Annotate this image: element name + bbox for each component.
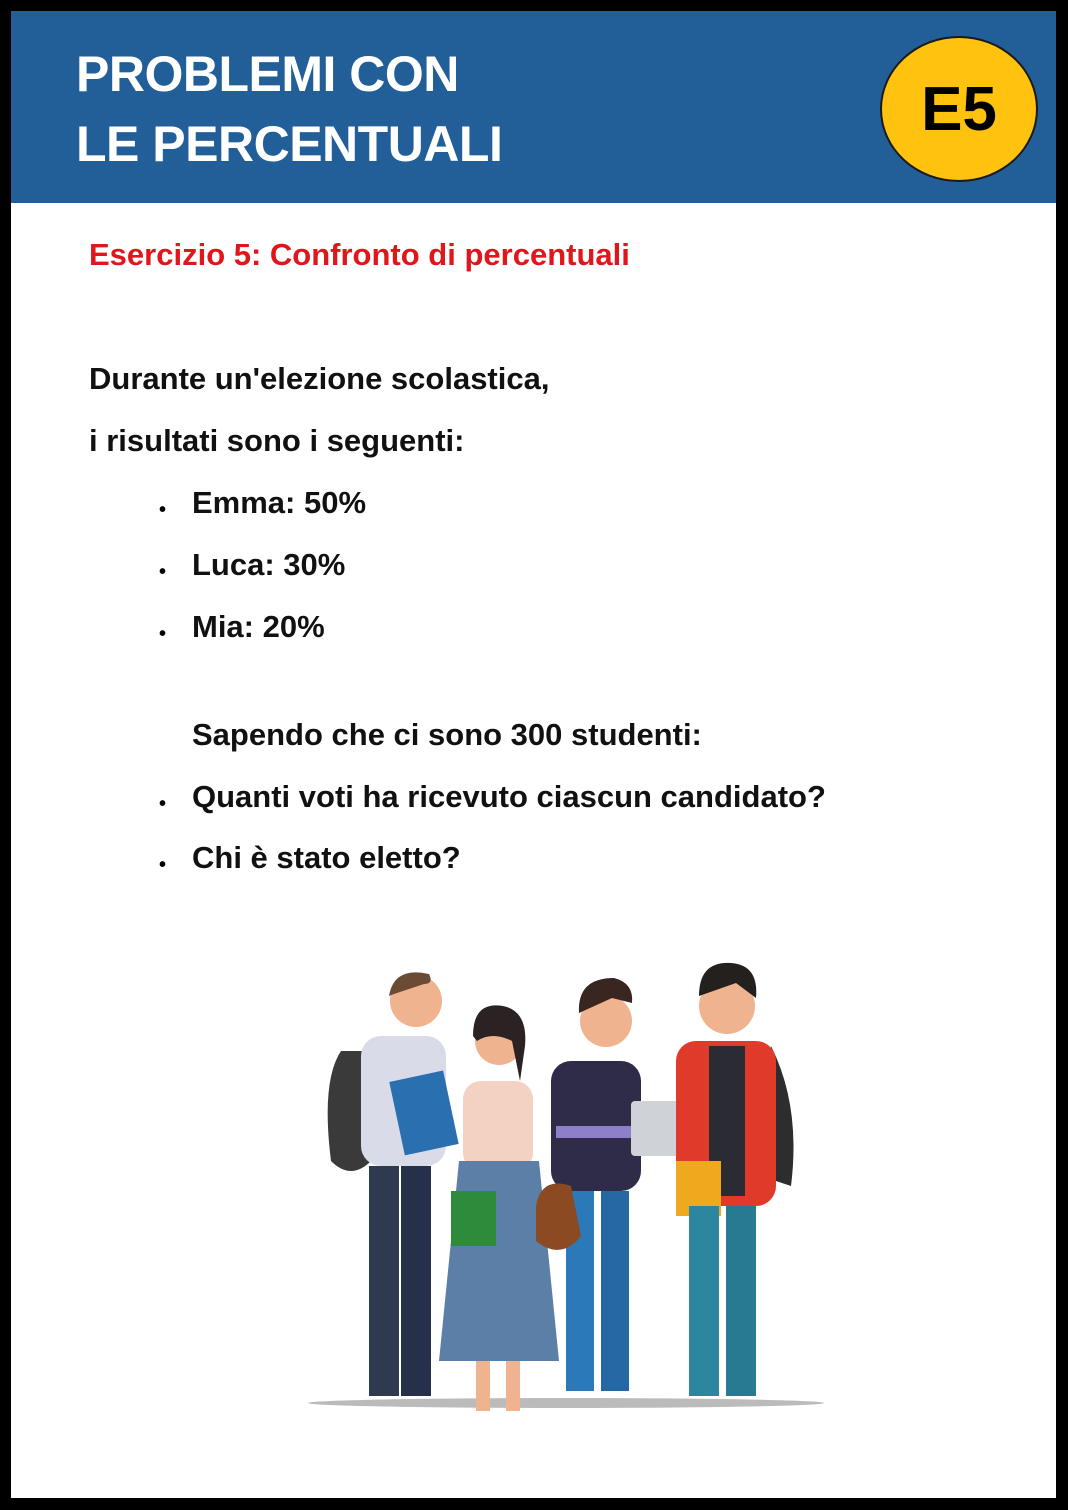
bullet-icon: •: [159, 499, 167, 521]
header-banner: [11, 11, 1056, 203]
title-line-1: PROBLEMI CON: [76, 46, 459, 102]
student-4: [676, 963, 794, 1396]
exercise-badge: E5: [880, 36, 1038, 182]
bullet-icon: •: [159, 854, 167, 876]
result-item: Luca: 30%: [192, 547, 346, 582]
exercise-title: Esercizio 5: Confronto di percentuali: [89, 237, 630, 272]
question-item: Quanti voti ha ricevuto ciascun candidato?: [192, 779, 826, 814]
result-item: Emma: 50%: [192, 485, 367, 520]
question-item: Chi è stato eletto?: [192, 840, 461, 875]
given-text: Sapendo che ci sono 300 studenti:: [192, 717, 702, 752]
student-1: [328, 972, 459, 1396]
students-illustration: [301, 951, 841, 1421]
result-item: Mia: 20%: [192, 609, 325, 644]
worksheet-page: [11, 11, 1056, 1498]
page-title: [76, 39, 502, 179]
intro-line-1: Durante un'elezione scolastica,: [89, 361, 550, 396]
intro-line-2: i risultati sono i seguenti:: [89, 423, 465, 458]
bullet-icon: •: [159, 623, 167, 645]
title-line-2: LE PERCENTUALI: [76, 116, 503, 172]
bullet-icon: •: [159, 793, 167, 815]
bullet-icon: •: [159, 561, 167, 583]
